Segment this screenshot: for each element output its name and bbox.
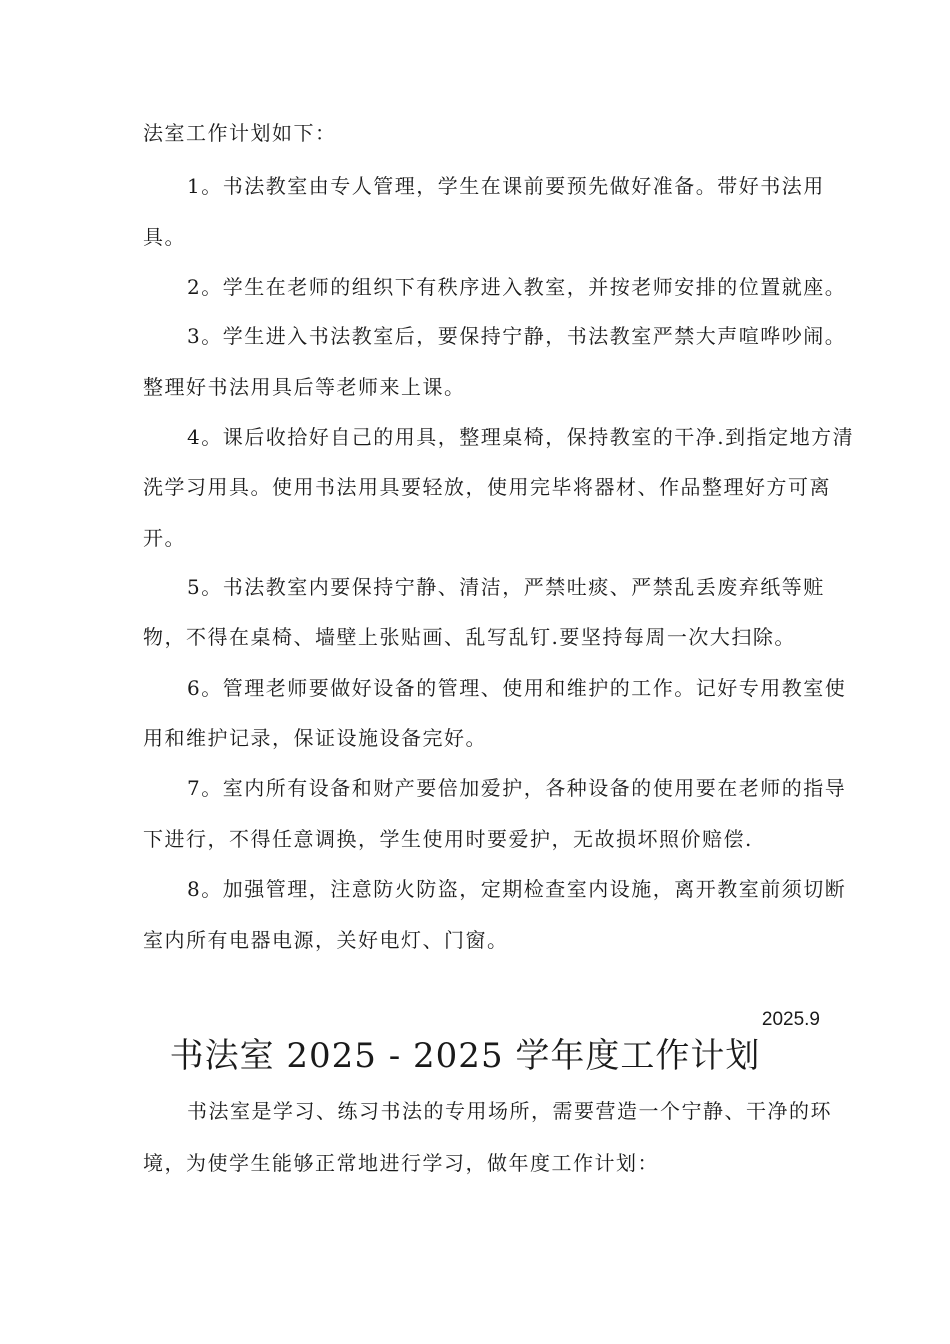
paragraph-line: 法室工作计划如下： bbox=[143, 121, 337, 145]
rule-7-line-1: 7。室内所有设备和财产要倍加爱护，各种设备的使用要在老师的指导 bbox=[187, 776, 847, 800]
intro-line-2: 境，为使学生能够正常地进行学习，做年度工作计划： bbox=[143, 1151, 659, 1175]
document-date: 2025.9 bbox=[761, 1009, 820, 1030]
rule-3-line-2: 整理好书法用具后等老师来上课。 bbox=[143, 375, 466, 399]
rule-3-line-1: 3。学生进入书法教室后，要保持宁静，书法教室严禁大声喧哗吵闹。 bbox=[187, 324, 847, 348]
rule-7-line-2: 下进行，不得任意调换，学生使用时要爱护，无故损坏照价赔偿. bbox=[143, 827, 753, 851]
rule-4-line-1: 4。课后收拾好自己的用具，整理桌椅，保持教室的干净.到指定地方清 bbox=[187, 425, 855, 449]
intro-line-1: 书法室是学习、练习书法的专用场所，需要营造一个宁静、干净的环 bbox=[187, 1099, 832, 1123]
rule-8-line-1: 8。加强管理，注意防火防盗，定期检查室内设施，离开教室前须切断 bbox=[187, 877, 847, 901]
rule-2-line-1: 2。学生在老师的组织下有秩序进入教室，并按老师安排的位置就座。 bbox=[187, 275, 847, 299]
rule-8-line-2: 室内所有电器电源，关好电灯、门窗。 bbox=[143, 928, 509, 952]
rule-6-line-2: 用和维护记录，保证设施设备完好。 bbox=[143, 726, 487, 750]
rule-1-line-2: 具。 bbox=[143, 225, 186, 249]
rule-4-line-2: 洗学习用具。使用书法用具要轻放，使用完毕将器材、作品整理好方可离 bbox=[143, 475, 831, 499]
rule-5-line-1: 5。书法教室内要保持宁静、清洁，严禁吐痰、严禁乱丢废弃纸等赃 bbox=[187, 575, 825, 599]
rule-6-line-1: 6。管理老师要做好设备的管理、使用和维护的工作。记好专用教室使 bbox=[187, 676, 847, 700]
rule-1-line-1: 1。书法教室由专人管理，学生在课前要预先做好准备。带好书法用 bbox=[187, 174, 825, 198]
rule-5-line-2: 物，不得在桌椅、墙壁上张贴画、乱写乱钉.要坚持每周一次大扫除。 bbox=[143, 625, 796, 649]
rule-4-line-3: 开。 bbox=[143, 526, 186, 550]
page-title: 书法室 2025 - 2025 学年度工作计划 bbox=[169, 1036, 761, 1076]
